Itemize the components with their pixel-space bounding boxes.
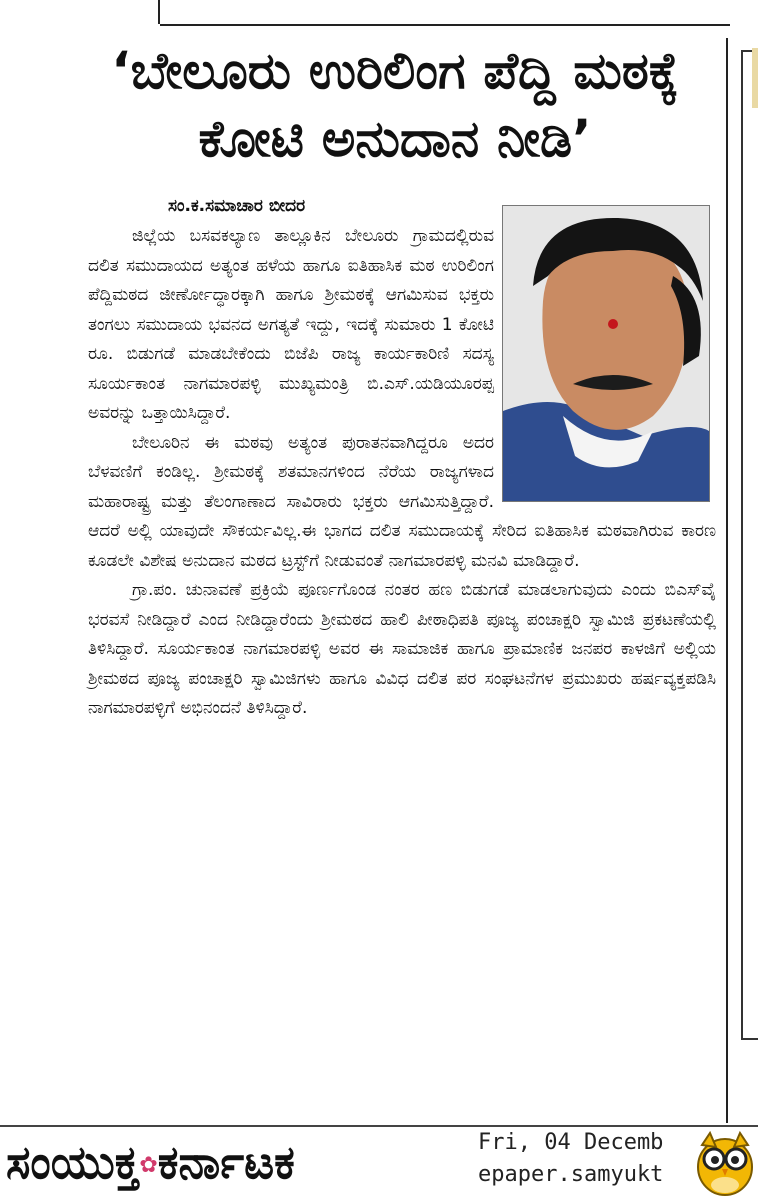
masthead-left: ಸಂಯುಕ್ತ bbox=[6, 1135, 140, 1189]
article-paragraph-2: ಬೇಲೂರಿನ ಈ ಮಠವು ಅತ್ಯಂತ ಪುರಾತನವಾಗಿದ್ದರೂ ಅದರ ಬೆಳವಣಿಗೆ ಕಂಡಿಲ್ಲ. ಶ್ರೀಮಠಕ್ಕೆ ಶತಮಾನಗಳಿಂದ ನೆರೆಯ ರಾಜ್ಯಗಳಾದ ಮಹಾರಾಷ್ಟ್ರ ಮತ್ತು ತೆಲಂಗಾಣಾದ ಸಾವಿರಾರು ಭಕ್ತರು ಆಗಮಿಸುತ್ತಿದ್ದಾರೆ. ಆದರೆ ಅಲ್ಲಿ ಯಾವುದೇ ಸೌಕರ್ಯವಿಲ್ಲ.ಈ ಭಾಗದ ದಲಿತ ಸಮುದಾಯಕ್ಕೆ ಸೇರಿದ ಐತಿಹಾಸಿಕ ಮಠವಾಗಿರುವ ಕಾರಣ ಕೂಡಲೇ ವಿಶೇಷ ಅನುದಾನ ಮಠದ ಟ್ರಸ್ಟ್‌ಗೆ ನೀಡುವಂತೆ ನಾಗಮಾರಪಳ್ಳಿ ಮನವಿ ಮಾಡಿದ್ದಾರೆ. bbox=[88, 432, 716, 571]
edition-date: Fri, 04 Decemb bbox=[478, 1130, 664, 1155]
masthead-right: ಕರ್ನಾಟಕ bbox=[157, 1135, 295, 1189]
owl-icon bbox=[694, 1127, 756, 1197]
article-body bbox=[88, 222, 716, 724]
article-byline: ಸಂ.ಕ.ಸಮಾಚಾರ ಬೀದರ bbox=[168, 196, 306, 216]
photo-wrap-space bbox=[494, 222, 716, 514]
column-divider-top bbox=[158, 0, 160, 24]
article-paragraph-3: ಗ್ರಾ.ಪಂ. ಚುನಾವಣೆ ಪ್ರಕ್ರಿಯೆ ಪೂರ್ಣಗೊಂಡ ನಂತರ ಹಣ ಬಿಡುಗಡೆ ಮಾಡಲಾಗುವುದು ಎಂದು ಬಿಎಸ್‌ವೈ ಭರವಸೆ ನೀಡಿದ್ದಾರೆ ಎಂದ ನೀಡಿದ್ದಾರೆಂದು ಶ್ರೀಮಠದ ಹಾಲಿ ಪೀಠಾಧಿಪತಿ ಪೂಜ್ಯ ಪಂಚಾಕ್ಷರಿ ಸ್ವಾಮಿಜಿ ಪ್ರಕಟಣೆಯಲ್ಲಿ ತಿಳಿಸಿದ್ದಾರೆ. ಸೂರ್ಯಕಾಂತ ನಾಗಮಾರಪಳ್ಳಿ ಅವರ ಈ ಸಾಮಾಜಿಕ ಹಾಗೂ ಪ್ರಾಮಾಣಿಕ ಜನಪರ ಕಾಳಜಿಗೆ ಅಲ್ಲಿಯ ಶ್ರೀಮಠದ ಪೂಜ್ಯ ಪಂಚಾಕ್ಷರಿ ಸ್ವಾಮಿಜಿಗಳು ಹಾಗೂ ವಿವಿಧ ದಲಿತ ಪರ ಸಂಘಟನೆಗಳ ಪ್ರಮುಖರು ಹರ್ಷವ್ಯಕ್ತಪಡಿಸಿ ನಾಗಮಾರಪಳ್ಳಿಗೆ ಅಭಿನಂದನೆ ತಿಳಿಸಿದ್ದಾರೆ. bbox=[88, 580, 716, 718]
adjacent-column-border bbox=[741, 50, 758, 1040]
epaper-site: epaper.samyukt bbox=[478, 1162, 664, 1187]
column-divider bbox=[726, 38, 728, 1123]
lotus-icon: ✿ bbox=[139, 1152, 158, 1178]
newspaper-masthead bbox=[6, 1124, 476, 1200]
article-paragraph-1: ಜಿಲ್ಲೆಯ ಬಸವಕಲ್ಯಾಣ ತಾಲ್ಲೂಕಿನ ಬೇಲೂರು ಗ್ರಾಮದಲ್ಲಿರುವ ದಲಿತ ಸಮುದಾಯದ ಅತ್ಯಂತ ಹಳೆಯ ಹಾಗೂ ಐತಿಹಾಸಿಕ ಮಠ ಉರಿಲಿಂಗ ಪೆದ್ದಿಮಠದ ಜೀರ್ಣೋದ್ಧಾರಕ್ಕಾಗಿ ಹಾಗೂ ಶ್ರೀಮಠಕ್ಕೆ ಆಗಮಿಸುವ ಭಕ್ತರು ತಂಗಲು ಸಮುದಾಯ ಭವನದ ಅಗತ್ಯತೆ ಇದ್ದು, ಇದಕ್ಕೆ ಸುಮಾರು 1 ಕೋಟಿ ರೂ. ಬಿಡುಗಡೆ ಮಾಡಬೇಕೆಂದು ಬಿಜೆಪಿ ರಾಜ್ಯ ಕಾರ್ಯಕಾರಿಣಿ ಸದಸ್ಯ ಸೂರ್ಯಕಾಂತ ನಾಗಮಾರಪಳ್ಳಿ ಮುಖ್ಯಮಂತ್ರಿ ಬಿ.ಎಸ್.ಯಡಿಯೂರಪ್ಪ ಅವರನ್ನು ಒತ್ತಾಯಿಸಿದ್ದಾರೆ. bbox=[88, 226, 494, 423]
top-rule bbox=[160, 24, 730, 26]
article-headline: ‘ಬೇಲೂರು ಉರಿಲಿಂಗ ಪೆದ್ದಿ ಮಠಕ್ಕೆ ಕೋಟಿ ಅನುದಾನ ನೀಡಿ’ bbox=[111, 42, 679, 169]
adjacent-column-shade bbox=[752, 48, 758, 108]
